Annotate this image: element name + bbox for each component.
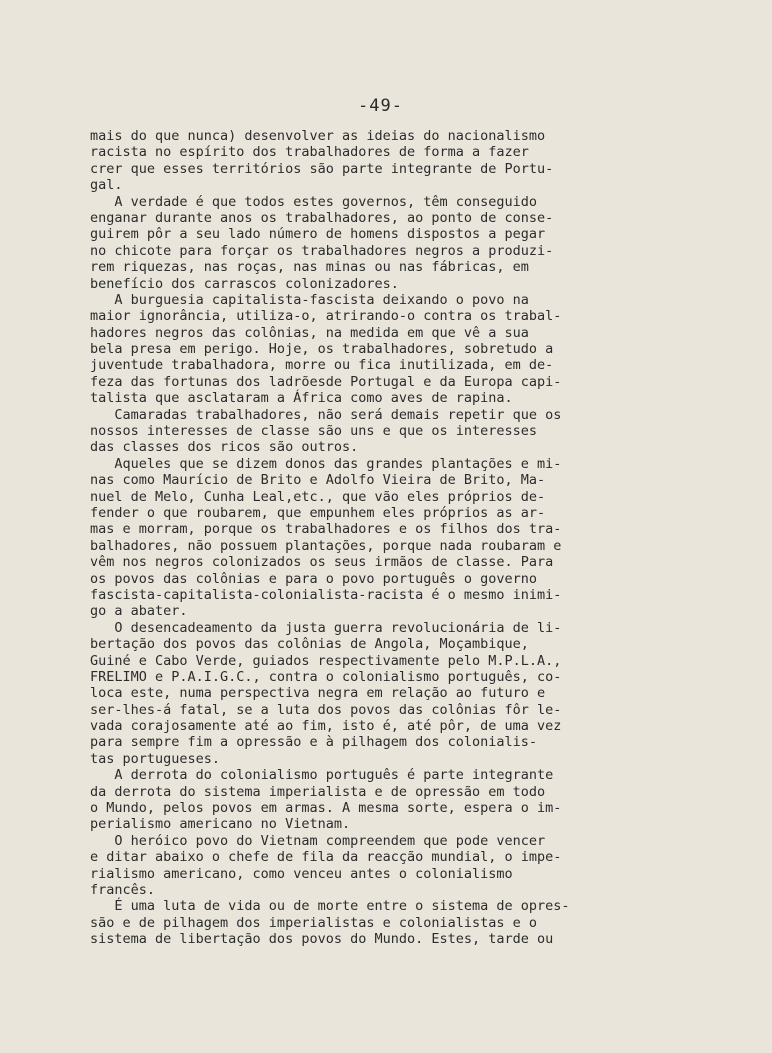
text-line: das classes dos ricos são outros.	[90, 439, 359, 456]
text-line: nuel de Melo, Cunha Leal,etc., que vão eles próprios de-	[90, 488, 546, 505]
text-line: ser-lhes-á fatal, se a luta dos povos das colônias fôr le-	[90, 701, 562, 718]
text-line: da derrota do sistema imperialista e de opressão em todo	[90, 783, 546, 800]
text-line: maior ignorância, utiliza-o, atrirando-o contra os trabal-	[90, 308, 562, 325]
text-line: É uma luta de vida ou de morte entre o sistema de opres-	[90, 898, 570, 915]
text-line: mas e morram, porque os trabalhadores e os filhos dos tra-	[90, 521, 562, 538]
text-line: A verdade é que todos estes governos, têm conseguido	[90, 193, 538, 210]
text-line: são e de pilhagem dos imperialistas e colonialistas e o	[90, 914, 538, 931]
text-line: balhadores, não possuem plantações, porque nada roubaram e	[90, 537, 562, 554]
text-line: vêm nos negros colonizados os seus irmãos de classe. Para	[90, 554, 554, 571]
body-text	[90, 128, 690, 948]
text-line: tas portugueses.	[90, 750, 221, 767]
page-number: -49-	[358, 96, 403, 116]
text-line: o Mundo, pelos povos em armas. A mesma sorte, espera o im-	[90, 800, 562, 817]
text-line: crer que esses territórios são parte integrante de Portu-	[90, 160, 554, 177]
text-line: rem riquezas, nas roças, nas minas ou nas fábricas, em	[90, 259, 529, 276]
text-line: os povos das colônias e para o povo português o governo	[90, 570, 538, 587]
text-line: nas como Maurício de Brito e Adolfo Vieira de Brito, Ma-	[90, 472, 546, 489]
text-line: mais do que nunca) desenvolver as ideias do nacionalismo	[90, 128, 546, 144]
text-line: benefício dos carrascos colonizadores.	[90, 275, 399, 292]
text-line: O heróico povo do Vietnam compreendem que pode vencer	[90, 832, 546, 849]
text-line: Camaradas trabalhadores, não será demais repetir que os	[90, 406, 562, 423]
text-line: hadores negros das colônias, na medida em que vê a sua	[90, 324, 529, 341]
text-line: e ditar abaixo o chefe de fila da reacção mundial, o impe-	[90, 849, 562, 866]
text-line: rialismo americano, como venceu antes o colonialismo	[90, 865, 513, 882]
text-line: enganar durante anos os trabalhadores, ao ponto de conse-	[90, 209, 554, 226]
text-line: juventude trabalhadora, morre ou fica inutilizada, em de-	[90, 357, 554, 374]
text-line: O desencadeamento da justa guerra revolucionária de li-	[90, 619, 562, 636]
text-line: nossos interesses de classe são uns e que os interesses	[90, 423, 538, 440]
text-line: loca este, numa perspectiva negra em relação ao futuro e	[90, 685, 546, 702]
text-line: go a abater.	[90, 603, 188, 620]
text-line: francês.	[90, 881, 156, 898]
text-line: Aqueles que se dizem donos das grandes plantações e mi-	[90, 455, 562, 472]
text-line: perialismo americano no Vietnam.	[90, 816, 351, 833]
text-line: para sempre fim a opressão e à pilhagem dos colonialis-	[90, 734, 538, 751]
text-line: racista no espírito dos trabalhadores de forma a fazer	[90, 144, 529, 161]
text-line: talista que asclataram a África como aves de rapina.	[90, 390, 513, 407]
text-line: FRELIMO e P.A.I.G.C., contra o colonialismo português, co-	[90, 668, 562, 685]
text-line: no chicote para forçar os trabalhadores negros a produzi-	[90, 242, 554, 259]
text-line: Guiné e Cabo Verde, guiados respectivamente pelo M.P.L.A.,	[90, 652, 562, 669]
text-line: vada corajosamente até ao fim, isto é, até pôr, de uma vez	[90, 718, 562, 735]
text-line: guirem pôr a seu lado número de homens dispostos a pegar	[90, 226, 546, 243]
text-line: sistema de libertação dos povos do Mundo. Estes, tarde ou	[90, 931, 554, 948]
text-line: feza das fortunas dos ladrõesde Portugal e da Europa capi-	[90, 373, 562, 390]
text-line: bertação dos povos das colônias de Angola, Moçambique,	[90, 636, 529, 653]
text-line: A derrota do colonialismo português é parte integrante	[90, 767, 554, 784]
text-line: bela presa em perigo. Hoje, os trabalhadores, sobretudo a	[90, 341, 554, 358]
text-line: fascista-capitalista-colonialista-racista é o mesmo inimi-	[90, 586, 562, 603]
text-line: A burguesia capitalista-fascista deixando o povo na	[90, 291, 529, 308]
text-line: gal.	[90, 177, 123, 194]
text-line: fender o que roubarem, que empunhem eles próprios as ar-	[90, 504, 546, 521]
